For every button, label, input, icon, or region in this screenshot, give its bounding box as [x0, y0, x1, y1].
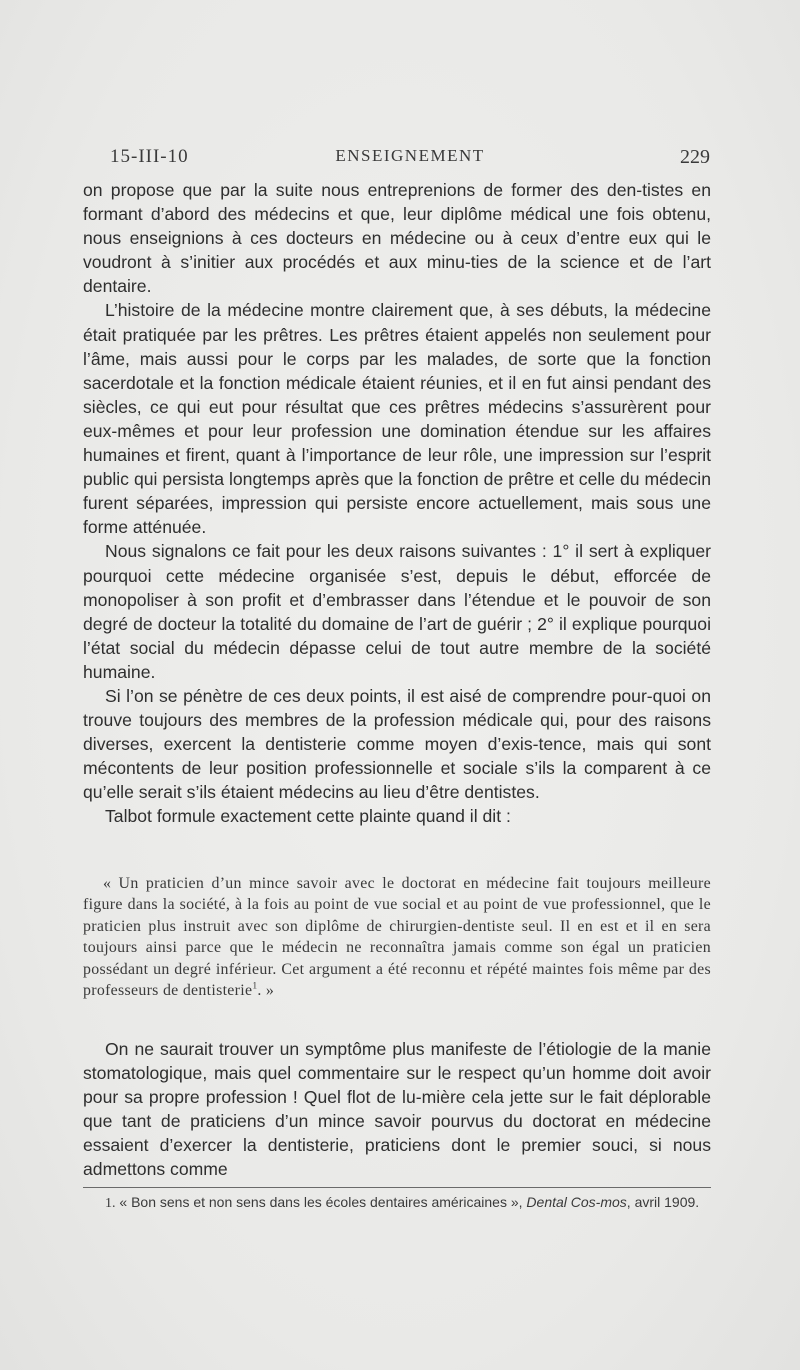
footnote-text: « Bon sens et non sens dans les écoles dentaires américaines »,: [119, 1194, 523, 1210]
quote-paragraph: [83, 873, 711, 1001]
paragraph-2: L’histoire de la médecine montre clairement que, à ses débuts, la médecine était pratiquée par les prêtres. Les prêtres étaient appelés non seulement pour l’âme, mais aussi pour le corps par les malades, de sorte que la fonction sacerdotale et la fonction médicale étaient réunies, et il en fut ainsi pendant des siècles, ce qui eut pour résultat que ces prêtres médecins s’assurèrent pour eux-mêmes et pour leur profession une domination étendue sur les affaires humaines et firent, quant à l’importance de leur rôle, une impression sur l’esprit public qui persista longtemps après que la fonction de prêtre et celle du médecin furent séparées, impression qui persiste encore actuellement, mais sous une forme atténuée.: [83, 300, 711, 538]
running-header: [110, 146, 710, 170]
quote-closing: . »: [257, 982, 275, 1000]
paragraph-1: on propose que par la suite nous entreprenions de former des den-tistes en formant d’abord des médecins et que, leur diplôme médical une fois obtenu, nous enseignions à ces docteurs en médecine ou à ceux d’entre eux qui le voudront à s’initier aux procédés et aux minu-ties de la science et de l’art dentaire.: [83, 180, 711, 297]
footnote-paragraph: [83, 1193, 711, 1213]
paragraph-5: Talbot formule exactement cette plainte quand il dit :: [105, 806, 511, 827]
quote-text: « Un praticien d’un mince savoir avec le doctorat en médecine fait toujours meilleure figure dans la société, à la fois au point de vue social et au point de vue professionnel, que le praticien plus instruit avec son diplôme de chirurgien-dentiste seul. Il en est et il en sera toujours ainsi parce que le médecin ne reconnaîtra jamais comme son égal un praticien possédant un degré inférieur. Cet argument a été reconnu et répété maintes fois même par des professeurs de dentisterie: [83, 875, 711, 1000]
footnote-date: , avril 1909.: [626, 1194, 700, 1210]
closing-text: [83, 1037, 711, 1182]
footnote: [83, 1193, 711, 1213]
paragraph-4: Si l’on se pénètre de ces deux points, il est aisé de comprendre pour-quoi on trouve toujours des membres de la profession médicale qui, pour des raisons diverses, exercent la dentisterie comme moyen d’exis-tence, mais qui sont mécontents de leur position professionnelle et sociale s’ils la comparent à ce qu’elle serait s’ils étaient médecins au lieu d’être dentistes.: [83, 685, 711, 803]
page-number: 229: [680, 146, 710, 168]
paragraph-3: Nous signalons ce fait pour les deux raisons suivantes : 1° il sert à expliquer pourquoi cette médecine organisée s’est, depuis le début, efforcée de monopoliser à son profit et d’embrasser dans l’étendue et le pouvoir de son degré de docteur la totalité du domaine de l’art de guérir ; 2° il explique pourquoi l’état social du médecin dépasse celui de tout autre membre de la société humaine.: [83, 541, 711, 682]
footnote-reference: 1: [252, 980, 258, 992]
header-date: 15-III-10: [110, 146, 189, 167]
block-quote: [83, 873, 711, 1001]
main-text: [83, 178, 711, 829]
footnote-number: 1.: [105, 1196, 116, 1211]
footnote-divider: [83, 1187, 711, 1188]
footnote-journal: Dental Cos-mos: [526, 1194, 627, 1210]
header-title: ENSEIGNEMENT: [335, 146, 485, 165]
paragraph-6: On ne saurait trouver un symptôme plus manifeste de l’étiologie de la manie stomatologique, mais quel commentaire sur le respect qu’un homme doit avoir pour sa propre profession ! Quel flot de lu-mière cela jette sur le fait déplorable que tant de praticiens d’un mince savoir pourvus du doctorat en médecine essaient d’exercer la dentisterie, praticiens dont le premier souci, si nous admettons comme: [83, 1039, 711, 1180]
